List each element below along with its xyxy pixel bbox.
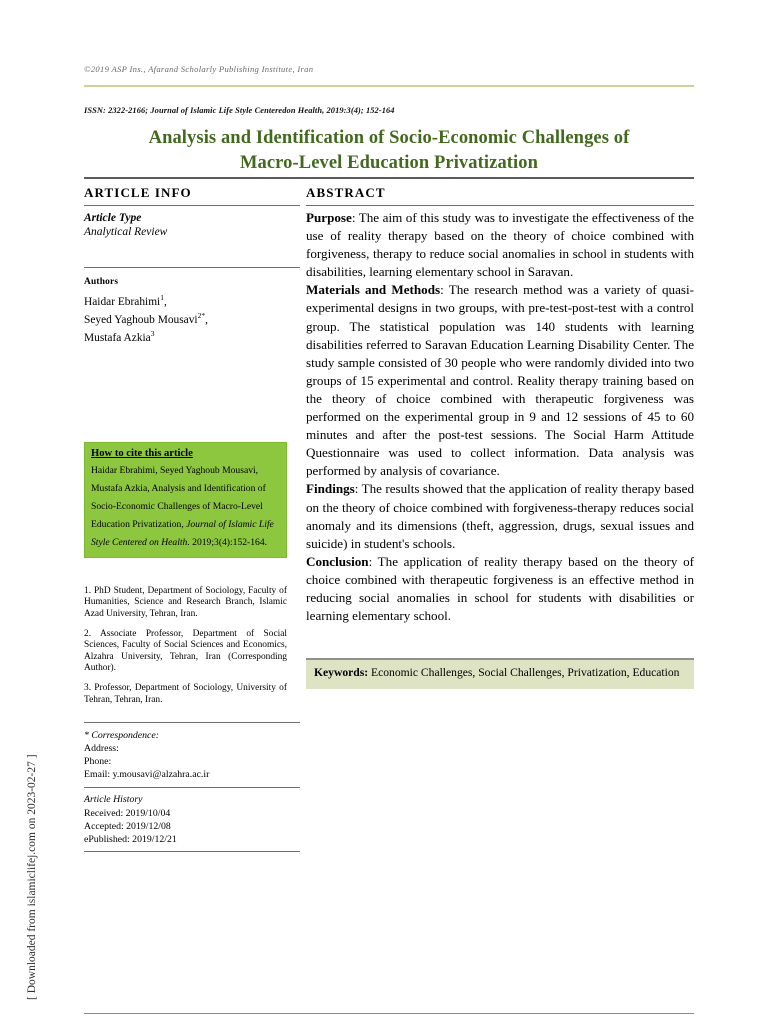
article-type-block: [84, 206, 300, 245]
page-title: [84, 126, 694, 176]
abstract-section: [306, 553, 694, 625]
download-watermark: [ Downloaded from islamiclifej.com on 2023-02-27 ]: [26, 754, 38, 1000]
abstract-body: [306, 209, 694, 625]
abstract-section-label: Findings: [306, 481, 355, 497]
article-type-spacer: [84, 245, 300, 267]
affiliation-item: 3. Professor, Department of Sociology, University of Tehran, Tehran, Iran.: [84, 682, 287, 705]
how-to-cite-title: How to cite this article: [91, 447, 193, 459]
how-to-cite-text: [91, 465, 274, 548]
correspondence-address: Address:: [84, 743, 119, 755]
cite-text-part2: 2019;3(4):152-164.: [189, 536, 268, 548]
correspondence-phone: Phone:: [84, 756, 112, 768]
author-name: Seyed Yaghoub Mousavi: [84, 313, 198, 326]
abstract-section-text: : The application of reality therapy based on the theory of choice combined with therapeutic forgiveness is an effective method in reducing social anomalies in school for students with disabilities or learning elementary school.: [306, 553, 694, 624]
keywords-label: Keywords:: [314, 666, 369, 680]
author-name: Haidar Ebrahimi: [84, 295, 161, 308]
footer-divider-rule: [84, 1013, 694, 1014]
watermark-container: [0, 0, 40, 1024]
article-history-epublished: ePublished: 2019/12/21: [84, 834, 177, 846]
authors-block: [84, 268, 300, 346]
abstract-section: [306, 209, 694, 281]
cite-journal-name: Journal of Islamic Life Style Centered on Health.: [91, 518, 274, 548]
abstract-column: [306, 185, 694, 689]
keywords-box: [306, 658, 694, 689]
abstract-section: [306, 480, 694, 552]
affiliation-item: 1. PhD Student, Department of Sociology, Faculty of Humanities, Science and Research Branch, Islamic Azad University, Tehran, Iran.: [84, 585, 287, 619]
title-divider-rule: [84, 177, 694, 179]
article-history-block: [84, 788, 300, 846]
copyright-notice: ©2019 ASP Ins., Afarand Scholarly Publishing Institute, Iran: [84, 64, 314, 74]
author-separator: ,: [205, 313, 208, 326]
author-affiliation-marker: 1: [160, 292, 164, 302]
author-entry: [84, 309, 300, 327]
authors-label: Authors: [84, 277, 119, 287]
article-type-label: Article Type: [84, 212, 142, 224]
author-affiliation-marker: 3: [150, 329, 155, 339]
article-info-column: [84, 185, 300, 852]
title-line-1: Analysis and Identification of Socio-Economic Challenges of: [148, 128, 630, 148]
author-entry: [84, 291, 300, 309]
article-history-received: Received: 2019/10/04: [84, 808, 171, 820]
cite-text-part1: Haidar Ebrahimi, Seyed Yaghoub Mousavi, Mustafa Azkia, Analysis and Identification of Socio-Economic Challenges of Macro-Level Education Privatization,: [91, 464, 266, 530]
author-affiliation-marker: 2*: [197, 310, 206, 320]
article-type-value: Analytical Review: [84, 226, 168, 238]
affiliation-item: 2. Associate Professor, Department of Social Sciences, Faculty of Social Sciences and Economics, Alzahra University, Tehran, Iran (Corresponding Author).: [84, 628, 287, 674]
abstract-section-text: : The results showed that the application of reality therapy based on the theory of choice combined with forgiveness-therapy reduces social anomaly and its dimensions (theft, aggression, drugs, sexual issues and suicide) in student's schools.: [306, 481, 694, 551]
how-to-cite-box: [84, 442, 287, 558]
abstract-section-text: : The aim of this study was to investigate the effectiveness of the use of reality therapy based on the theory of choice combined with forgiveness, therapy to reduce social anomalies in school in students with disabilities, learning elementary school in Saravan.: [306, 210, 694, 280]
abstract-heading: ABSTRACT: [306, 185, 386, 200]
correspondence-block: [84, 723, 300, 781]
page-content: [84, 0, 694, 1024]
article-info-heading: ARTICLE INFO: [84, 185, 192, 200]
author-entry: [84, 327, 300, 345]
abstract-section-label: Purpose: [306, 210, 352, 225]
abstract-section: [306, 281, 694, 480]
abstract-section-text: : The research method was a variety of quasi-experimental designs in two groups, with pre-test-post-test with a control group. The statistical population was 140 students with learning disabilities referred to Saravan Education Learning Disability Center. The study sample consisted of 30 people who were randomly divided into two groups of 15 experimental and control. Reality therapy training based on the theory of choice combined with therapeutic forgiveness was performed on the experimental group in 9 and 12 sessions of 45 to 60 minutes and after the post-test sessions. The Social Harm Attitude Questionnaire was used to collect information. Data analysis was performed by analysis of covariance.: [306, 282, 694, 479]
title-line-2: Macro-Level Education Privatization: [239, 153, 539, 173]
keywords-value: Economic Challenges, Social Challenges, Privatization, Education: [368, 666, 680, 680]
author-separator: ,: [163, 295, 167, 308]
author-name: Mustafa Azkia: [84, 332, 151, 345]
abstract-section-label: Conclusion: [306, 553, 369, 569]
affiliations-list: [84, 586, 287, 706]
correspondence-email[interactable]: Email: y.mousavi@alzahra.ac.ir: [84, 769, 210, 781]
article-history-title: Article History: [84, 794, 143, 806]
header-divider-rule: [84, 85, 694, 87]
abstract-section-label: Materials and Methods: [306, 282, 441, 298]
correspondence-title: * Correspondence:: [84, 730, 160, 742]
issn-citation-line: ISSN: 2322-2166; Journal of Islamic Life Style Centeredon Health, 2019:3(4); 152-164: [84, 106, 395, 115]
article-history-rule-bottom: [84, 851, 300, 852]
abstract-rule-top: [306, 205, 694, 206]
article-history-accepted: Accepted: 2019/12/08: [84, 821, 171, 833]
